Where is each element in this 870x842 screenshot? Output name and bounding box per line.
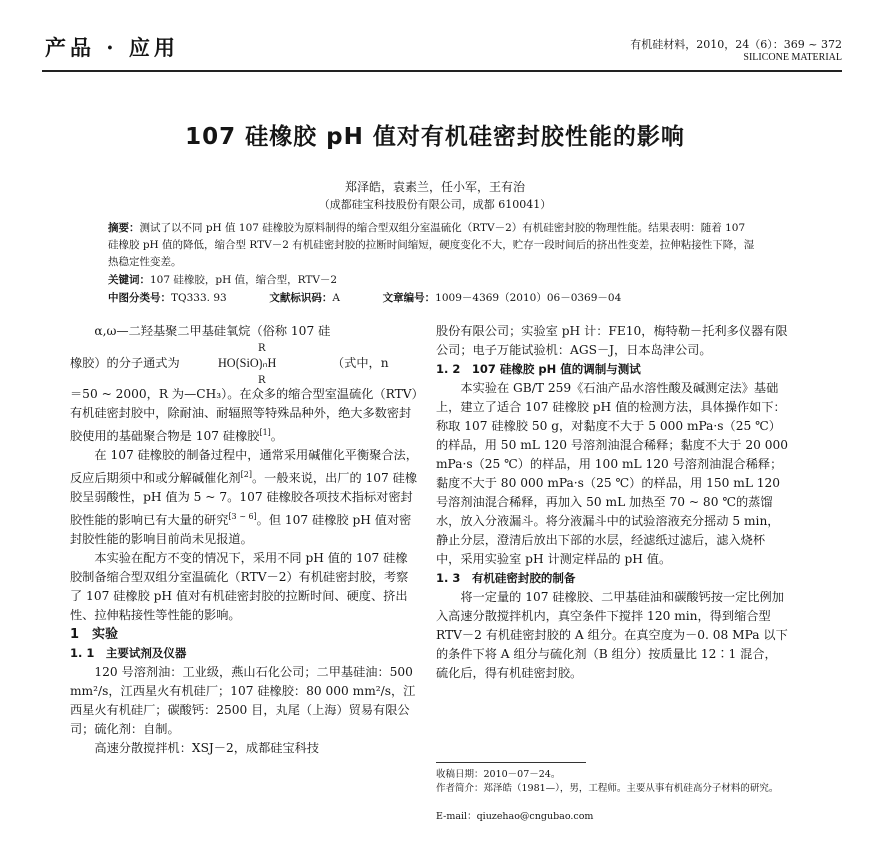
citation-1: [1]: [259, 428, 271, 437]
paper-title: 107 硅橡胶 pH 值对有机硅密封胶性能的影响: [185, 124, 685, 150]
article-number-label: 文章编号：: [382, 292, 436, 304]
journal-citation: 有机硅材料，2010，24（6）：369 ~ 372: [630, 38, 842, 51]
footnote-rule: [436, 762, 586, 763]
doc-code-label: 文献标识码：: [269, 292, 333, 304]
formula-note: （式中，n: [332, 356, 389, 370]
section-1-1-heading: 1. 1 主要试剂及仪器: [70, 646, 187, 661]
ph-method-paragraph: 本实验在 GB/T 259《石油产品水溶性酸及碱测定法》基础上，建立了适合 107 硅橡胶 pH 值的检测方法，具体操作如下：称取 107 硅橡胶 50 g，对黏度不大于 5 000 mPa·s（25 ℃）的样品，用 50 mL 120 号溶剂油混合稀释；黏度不大于 20 000 mPa·s（25 ℃）的样品，用 100 mL 120 号溶剂油混合稀释；黏度不大于 80 000 mPa·s（25 ℃）的样品，用 150 mL 120 号溶剂油混合稀释，再加入 50 mL 加热至 70 ~ 80 ℃的蒸馏水，放入分液漏斗。将分液漏斗中的试验溶液充分摇动 5 min，静止分层，澄清后放出下部的水层，经滤纸过滤后，滤入烧杯中，采用实验室 pH 计测定样品的 pH 值。: [436, 381, 788, 566]
intro-paragraph-1: [70, 385, 418, 446]
formula-line: [70, 341, 418, 385]
header-rule: [42, 70, 842, 72]
citation-2: [2]: [240, 470, 252, 480]
clc-label: 中图分类号：: [108, 292, 171, 304]
abstract-label: 摘要：: [108, 222, 140, 234]
section-1-3-heading: 1. 3 有机硅密封胶的制备: [436, 571, 576, 585]
keywords-line: [108, 272, 768, 287]
right-column: [436, 322, 788, 683]
abstract: [108, 220, 758, 271]
formula: HO⟮SiO⟯ₙH: [218, 356, 277, 370]
article-number: 1009－4369（2010）06－0369－04: [435, 292, 622, 304]
abstract-text: 测试了以不同 pH 值 107 硅橡胶为原料制得的缩合型双组分室温硫化（RTV－2）有机硅密封胶的物理性能。结果表明：随着 107 硅橡胶 pH 值的降低，缩合型 RTV－2 有机硅密封胶的拉断时间缩短，硬度变化不大，贮存一段时间后的挤出性变差，拉伸粘接性下降，湿热稳定性变差。: [108, 222, 755, 268]
intro-2-text-c: 。但 107 硅橡胶 pH 值对密封胶性能的影响目前尚未见报道。: [70, 513, 412, 547]
section-heading: 产品 · 应用: [45, 35, 179, 60]
intro-2-text-b: 。一般来说，出厂的 107 硅橡胶呈弱酸性，pH 值为 5 ~ 7。107 硅橡胶各项技术指标对密封胶性能的影响已有大量的研究: [70, 471, 418, 528]
formula-r-bottom: R: [258, 375, 266, 386]
section-1-heading: 1 实验: [70, 627, 119, 643]
equipment-paragraph: 高速分散搅拌机：XSJ－2，成都硅宝科技: [94, 741, 320, 756]
keywords: 107 硅橡胶，pH 值，缩合型，RTV－2: [150, 274, 338, 286]
classification-line: [108, 290, 768, 305]
intro-paragraph-2: [70, 446, 418, 549]
equipment-continued: 股份有限公司；实验室 pH 计：FE10，梅特勒－托利多仪器有限公司；电子万能试验机：AGS－J，日本岛津公司。: [436, 324, 788, 357]
footnote-email: E-mail：qiuzehao@cngubao.com: [436, 811, 594, 822]
intro-text: ＝50 ~ 2000，R 为—CH₃）。在众多的缩合型室温硫化（RTV）有机硅密封胶中，除耐油、耐辐照等特殊品种外，绝大多数密封胶使用的基础聚合物是 107 硅橡胶: [70, 387, 418, 444]
formula-r-top: R: [258, 343, 266, 354]
section-1-2-heading: 1. 2 107 硅橡胶 pH 值的调制与测试: [436, 362, 641, 376]
journal-name-english: SILICONE MATERIAL: [743, 52, 842, 63]
intro-line-1: α,ω—二羟基聚二甲基硅氧烷（俗称 107 硅: [94, 324, 331, 338]
clc-number: TQ333. 93: [171, 292, 227, 304]
intro-text-end: 。: [270, 429, 283, 444]
affiliation: （成都硅宝科技股份有限公司，成都 610041）: [318, 198, 552, 211]
keywords-label: 关键词：: [108, 274, 150, 286]
materials-paragraph: 120 号溶剂油：工业级，燕山石化公司；二甲基硅油：500 mm²/s，江西星火有机硅厂；107 硅橡胶：80 000 mm²/s，江西星火有机硅厂；碳酸钙：2500 目，丸尾（上海）贸易有限公司；硫化剂：自制。: [70, 665, 416, 737]
preparation-paragraph: 将一定量的 107 硅橡胶、二甲基硅油和碳酸钙按一定比例加入高速分散搅拌机内，真空条件下搅拌 120 min，得到缩合型 RTV－2 有机硅密封胶的 A 组分。在真空度为－0. 08 MPa 以下的条件下将 A 组分与硫化剂（B 组分）按质量比 12∶1 混合，硫化后，得有机硅密封胶。: [436, 590, 788, 680]
footnote-author: 作者简介：郑泽皓（1981—），男，工程师。主要从事有机硅高分子材料的研究。: [436, 783, 779, 794]
doc-code: A: [332, 292, 340, 304]
left-column: [70, 322, 418, 758]
author-list: 郑泽皓，袁素兰，任小军，王有治: [344, 180, 525, 194]
intro-2-text-a: 在 107 硅橡胶的制备过程中，通常采用碱催化平衡聚合法，反应后期须中和或分解碱催化剂: [70, 448, 418, 486]
citation-3-6: [3 ~ 6]: [228, 512, 257, 522]
intro-paragraph-3: 本实验在配方不变的情况下，采用不同 pH 值的 107 硅橡胶制备缩合型双组分室温硫化（RTV－2）有机硅密封胶，考察了 107 硅橡胶 pH 值对有机硅密封胶的拉断时间、硬度、挤出性、拉伸粘接性等性能的影响。: [70, 551, 409, 623]
formula-intro: 橡胶）的分子通式为: [70, 356, 180, 370]
footnote-received: 收稿日期：2010－07－24。: [436, 769, 561, 780]
